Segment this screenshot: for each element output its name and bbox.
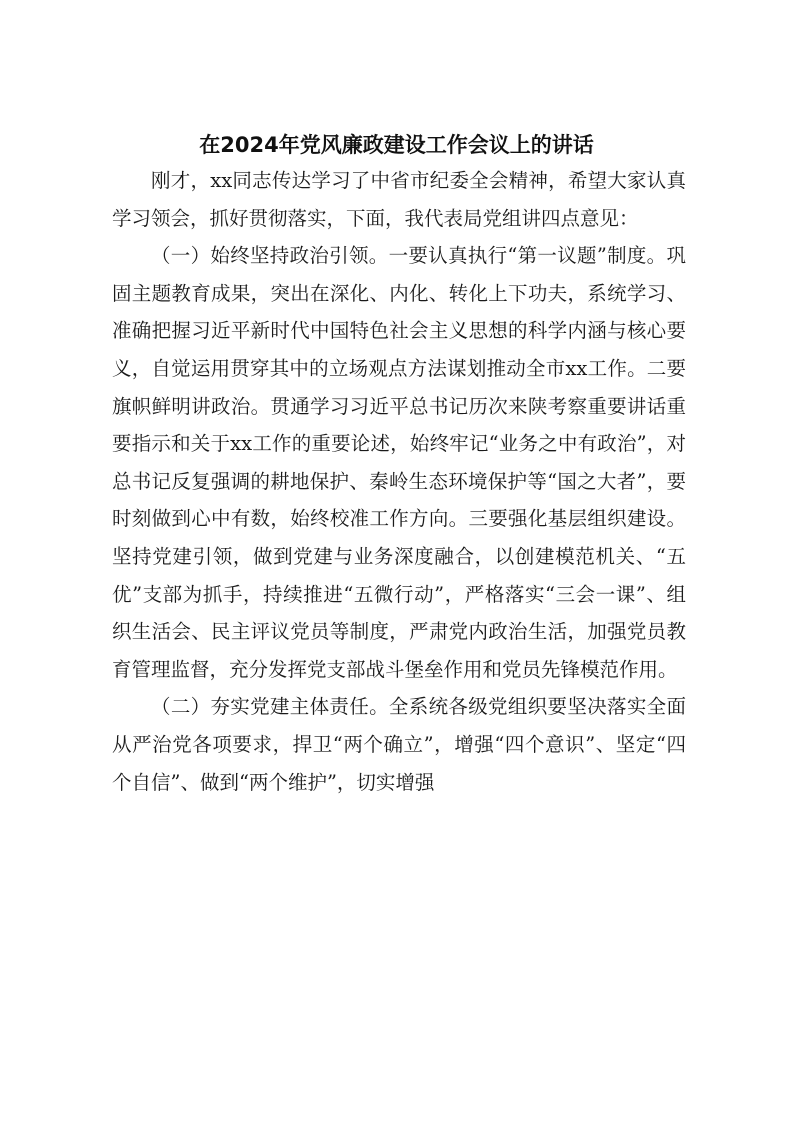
paragraph-section-1: （一）始终坚持政治引领。一要认真执行“第一议题”制度。巩固主题教育成果，突出在深化、内化、转化上下功夫，系统学习、准确把握习近平新时代中国特色社会主义思想的科学内涵与核心要义，自觉运用贯穿其中的立场观点方法谋划推动全市xx工作。二要旗帜鲜明讲政治。贯通学习习近平总书记历次来陕考察重要讲话重要指示和关于xx工作的重要论述，始终牢记“业务之中有政治”，对总书记反复强调的耕地保护、秦岭生态环境保护等“国之大者”，要时刻做到心中有数，始终校准工作方向。三要强化基层组织建设。坚持党建引领，做到党建与业务深度融合，以创建模范机关、“五优”支部为抓手，持续推进“五微行动”，严格落实“三会一课”、组织生活会、民主评议党员等制度，严肃党内政治生活，加强党员教育管理监督，充分发挥党支部战斗堡垒作用和党员先锋模范作用。	[112, 244, 686, 681]
document-body	[112, 152, 686, 801]
paragraph-section-2: （二）夯实党建主体责任。全系统各级党组织要坚决落实全面从严治党各项要求，捍卫“两个确立”，增强“四个意识”、坚定“四个自信”、做到“两个维护”，切实增强	[112, 695, 686, 794]
paragraph-intro: 刚才，xx同志传达学习了中省市纪委全会精神，希望大家认真学习领会，抓好贯彻落实，下面，我代表局党组讲四点意见：	[112, 169, 686, 230]
document-title: 在2024年党风廉政建设工作会议上的讲话	[199, 133, 594, 157]
